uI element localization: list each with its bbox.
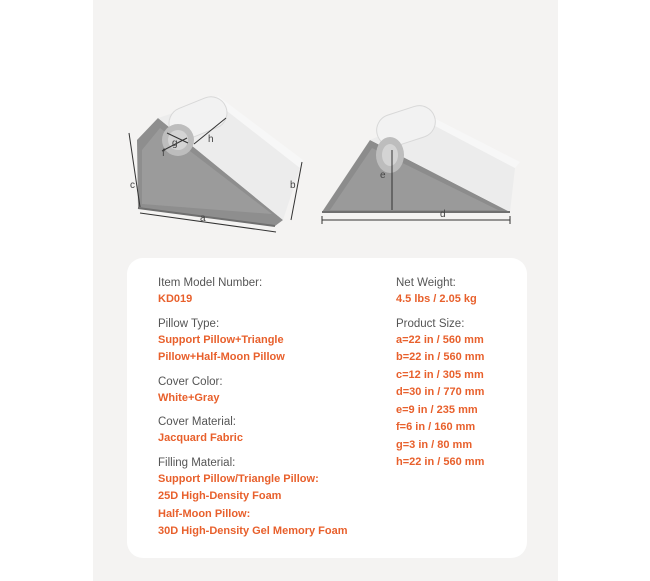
size-a: a=22 in / 560 mm [396, 333, 484, 346]
dim-label-f: f [162, 148, 165, 159]
dim-label-c: c [130, 180, 135, 191]
dim-label-d: d [440, 209, 446, 220]
filling-value-line3: Half-Moon Pillow: [158, 507, 251, 520]
net-weight-value: 4.5 lbs / 2.05 kg [396, 293, 477, 305]
product-size-label: Product Size: [396, 317, 465, 330]
cover-color-label: Cover Color: [158, 375, 223, 388]
dim-label-e: e [380, 170, 386, 181]
spec-column-left [158, 276, 348, 541]
size-f: f=6 in / 160 mm [396, 421, 476, 433]
model-label: Item Model Number: [158, 277, 263, 289]
pillow-type-label: Pillow Type: [158, 317, 220, 330]
spec-card [127, 258, 527, 558]
size-b: b=22 in / 560 mm [396, 351, 485, 363]
net-weight-label: Net Weight: [396, 277, 456, 289]
dim-label-g: g [172, 138, 178, 149]
cover-material-label: Cover Material: [158, 416, 236, 428]
spec-column-right [396, 276, 484, 472]
size-g: g=3 in / 80 mm [396, 438, 473, 451]
dim-label-h: h [208, 134, 214, 145]
dim-label-b: b [290, 180, 296, 191]
size-e: e=9 in / 235 mm [396, 403, 478, 416]
cover-material-value: Jacquard Fabric [158, 432, 243, 444]
filling-material-label: Filling Material: [158, 456, 236, 469]
filling-value-line1: Support Pillow/Triangle Pillow: [158, 472, 319, 485]
pillow-type-value-line2: Pillow+Half-Moon Pillow [158, 351, 285, 363]
pillow-dimension-diagram [0, 0, 650, 260]
filling-value-line4: 30D High-Density Gel Memory Foam [158, 525, 348, 537]
size-d: d=30 in / 770 mm [396, 386, 485, 398]
model-value: KD019 [158, 293, 193, 305]
right-pillow-illustration [322, 102, 520, 212]
size-c: c=12 in / 305 mm [396, 368, 484, 381]
size-h: h=22 in / 560 mm [396, 456, 485, 468]
cover-color-value: White+Gray [158, 391, 220, 404]
dim-label-a: a [200, 213, 206, 224]
pillow-type-value-line1: Support Pillow+Triangle [158, 333, 284, 346]
filling-value-line2: 25D High-Density Foam [158, 490, 282, 502]
